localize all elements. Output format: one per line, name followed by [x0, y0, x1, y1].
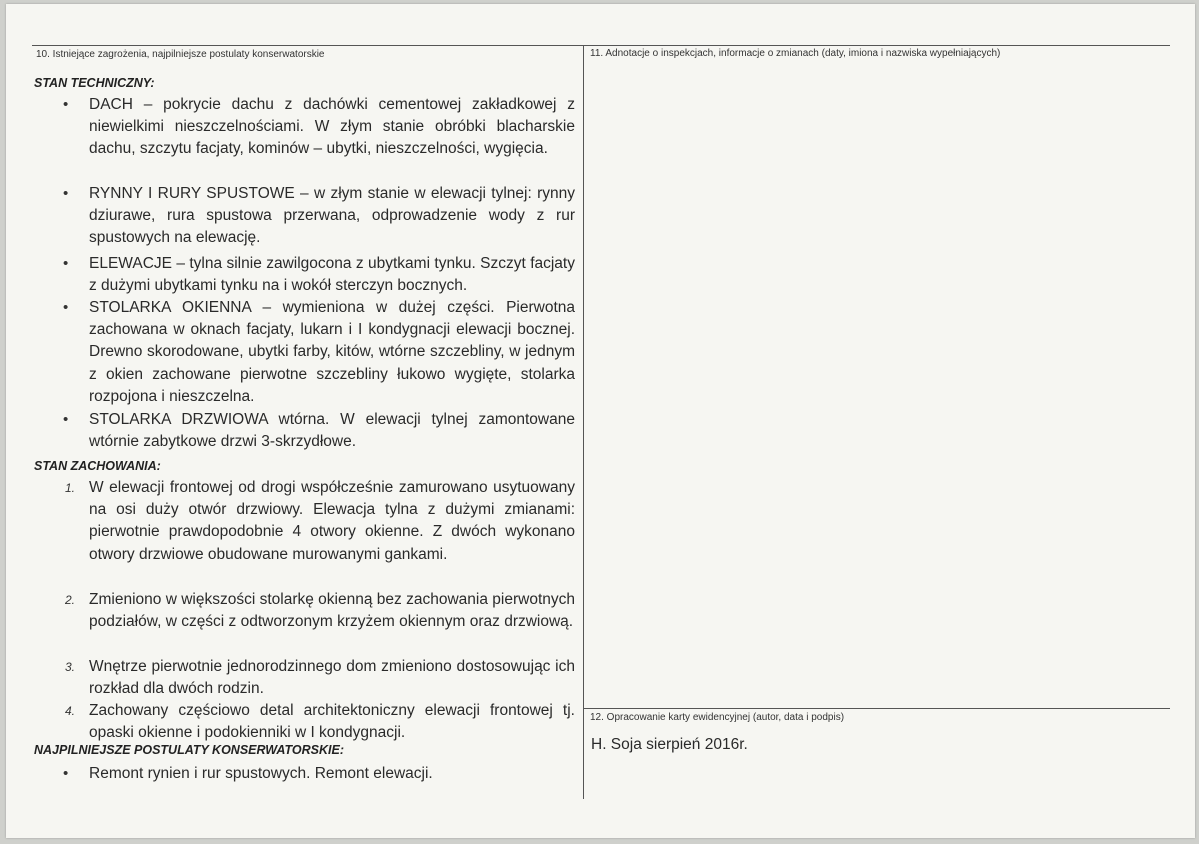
tech-item-elewacje: ELEWACJE – tylna silnie zawilgocona z ubytkami tynku. Szczyt facjaty z dużymi ubytkami tynku na i wokół sterczyn bocznych. [89, 255, 575, 295]
stan-techniczny-title: STAN TECHNICZNY: [34, 76, 155, 90]
bullet-icon: • [63, 765, 69, 782]
postulaty-title: NAJPILNIEJSZE POSTULATY KONSERWATORSKIE: [34, 743, 344, 757]
column-divider [583, 45, 584, 799]
bullet-icon: • [63, 96, 69, 113]
tech-item-rynny: RYNNY I RURY SPUSTOWE – w złym stanie w elewacji tylnej: rynny dziurawe, rura spustowa przerwana, odprowadzenie wody z rur spustowych na elewację. [89, 185, 575, 247]
zachowanie-item-3: Wnętrze pierwotnie jednorodzinnego dom zmieniono dostosowując ich rozkład dla dwóch rodzin. [89, 658, 575, 698]
header-section-11: 11. Adnotacje o inspekcjach, informacje o zmianach (daty, imiona i nazwiska wypełniających) [590, 48, 1001, 59]
zachowanie-item-1: W elewacji frontowej od drogi współcześnie zamurowano usytuowany na osi duży otwór drzwiowy. Elewacja tylna z dużymi zmianami: pierwotnie prawdopodobnie 4 otwory okienne. Z dwóch wykonano otwory drzwiowe obudowane murowanymi gankami. [89, 479, 575, 563]
list-number: 3. [65, 660, 76, 674]
postulat-item: Remont rynien i rur spustowych. Remont elewacji. [89, 765, 433, 782]
stan-zachowania-title: STAN ZACHOWANIA: [34, 459, 161, 473]
zachowanie-item-4: Zachowany częściowo detal architektoniczny elewacji frontowej tj. opaski okienne i podokienniki w I kondygnacji. [89, 702, 575, 742]
bullet-icon: • [63, 255, 69, 272]
bullet-icon: • [63, 411, 69, 428]
list-number: 2. [65, 593, 76, 607]
list-number: 4. [65, 704, 76, 718]
header-section-12: 12. Opracowanie karty ewidencyjnej (autor, data i podpis) [590, 712, 845, 723]
tech-item-dach: DACH – pokrycie dachu z dachówki cementowej zakładkowej z niewielkimi nieszczelnościami. W złym stanie obróbki blacharskie dachu, szczytu facjaty, kominów – ubytki, nieszczelności, wygięcia. [89, 96, 575, 158]
top-rule [32, 45, 1170, 46]
bullet-icon: • [63, 299, 69, 316]
list-number: 1. [65, 481, 76, 495]
tech-item-stolarka-drzwiowa: STOLARKA DRZWIOWA wtórna. W elewacji tylnej zamontowane wtórnie zabytkowe drzwi 3-skrzydłowe. [89, 411, 575, 451]
bullet-icon: • [63, 185, 69, 202]
zachowanie-item-2: Zmieniono w większości stolarkę okienną bez zachowania pierwotnych podziałów, w części z odtworzonym krzyżem okiennym oraz drzwiową. [89, 591, 575, 631]
header-section-10: 10. Istniejące zagrożenia, najpilniejsze postulaty konserwatorskie [36, 49, 325, 60]
box12-rule [583, 708, 1170, 709]
tech-item-stolarka-okienna: STOLARKA OKIENNA – wymieniona w dużej części. Pierwotna zachowana w oknach facjaty, lukarn i I kondygnacji elewacji bocznej. Drewno skorodowane, ubytki farby, kitów, wtórne szczebliny, w jednym z okien zachowane pierwotne szczebliny łukowo wygięte, stolarka rozpojona i nieszczelna. [89, 299, 575, 405]
author-signature: H. Soja sierpień 2016r. [591, 736, 748, 753]
